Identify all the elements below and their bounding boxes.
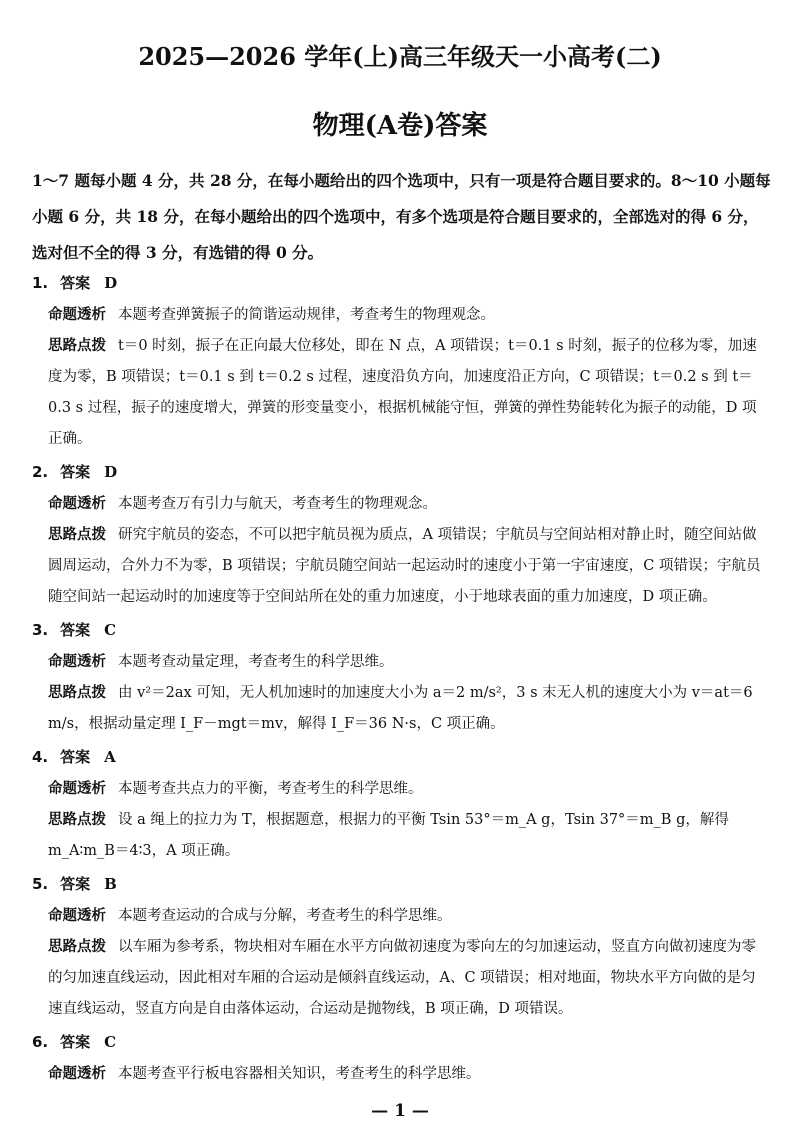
solution-row xyxy=(0,331,770,455)
answer-label: 答案 xyxy=(60,1033,91,1051)
solution-label: 思路点拨 xyxy=(48,939,106,955)
question-number: 5. xyxy=(32,875,49,893)
question-1 xyxy=(0,266,800,455)
intent-row xyxy=(0,774,770,805)
exam-title: 2025—2026 学年(上)高三年级天一小高考(二) xyxy=(138,42,662,71)
intent-label: 命题透析 xyxy=(48,654,106,670)
intent-text: 本题考查运动的合成与分解，考查考生的科学思维。 xyxy=(118,908,452,924)
question-3 xyxy=(0,613,800,740)
question-5 xyxy=(0,867,800,1025)
solution-text: t＝0 时刻，振子在正向最大位移处，即在 N 点，A 项错误；t＝0.1 s 时刻，振子的位移为零，加速度为零，B 项错误；t＝0.1 s 到 t＝0.2 s 过程，速度沿负方向，加速度沿正方向，C 项错误；t＝0.2 s 到 t＝0.3 s 过程，振子的速度增大，弹簧的形变量变小，根据机械能守恒，弹簧的弹性势能转化为振子的动能，D 项正确。 xyxy=(48,338,757,447)
answer-choice: D xyxy=(104,463,118,481)
solution-label: 思路点拨 xyxy=(48,685,106,701)
question-6 xyxy=(0,1025,800,1090)
solution-row xyxy=(0,932,770,1025)
answer-list xyxy=(0,266,800,1090)
solution-text: 由 v²＝2ax 可知，无人机加速时的加速度大小为 a＝2 m/s²，3 s 末无人机的速度大小为 v＝at＝6 m/s，根据动量定理 I_F－mgt＝mv，解得 I_F＝36 N·s，C 项正确。 xyxy=(48,685,753,732)
page-number: — 1 — xyxy=(371,1101,429,1121)
question-header xyxy=(0,867,800,901)
answer-label: 答案 xyxy=(60,748,91,766)
intent-row xyxy=(0,300,770,331)
solution-text: 设 a 绳上的拉力为 T，根据题意，根据力的平衡 Tsin 53°＝m_A g，Tsin 37°＝m_B g，解得 m_A∶m_B＝4∶3，A 项正确。 xyxy=(48,812,729,859)
solution-label: 思路点拨 xyxy=(48,812,106,828)
solution-row xyxy=(0,520,770,613)
question-number: 1. xyxy=(32,274,49,292)
intent-text: 本题考查万有引力与航天，考查考生的物理观念。 xyxy=(118,496,437,512)
intent-row xyxy=(0,901,770,932)
answer-label: 答案 xyxy=(60,463,91,481)
solution-label: 思路点拨 xyxy=(48,527,106,543)
question-header xyxy=(0,613,800,647)
intent-row xyxy=(0,1059,770,1090)
question-header xyxy=(0,266,800,300)
intent-label: 命题透析 xyxy=(48,1066,106,1082)
answer-choice: D xyxy=(104,274,118,292)
answer-label: 答案 xyxy=(60,621,91,639)
intent-text: 本题考查平行板电容器相关知识，考查考生的科学思维。 xyxy=(118,1066,481,1082)
answer-choice: A xyxy=(104,748,116,766)
intent-row xyxy=(0,647,770,678)
intent-row xyxy=(0,489,770,520)
intent-text: 本题考查弹簧振子的简谐运动规律，考查考生的物理观念。 xyxy=(118,307,495,323)
solution-text: 以车厢为参考系，物块相对车厢在水平方向做初速度为零向左的匀加速运动，竖直方向做初速度为零的匀加速直线运动，因此相对车厢的合运动是倾斜直线运动，A、C 项错误；相对地面，物块水平方向做的是匀速直线运动，竖直方向是自由落体运动，合运动是抛物线，B 项正确，D 项错误。 xyxy=(48,939,756,1017)
answer-key-subtitle: 物理(A卷)答案 xyxy=(312,111,488,141)
answer-label: 答案 xyxy=(60,875,91,893)
solution-text: 研究宇航员的姿态，不可以把宇航员视为质点，A 项错误；宇航员与空间站相对静止时，随空间站做圆周运动，合外力不为零，B 项错误；宇航员随空间站一起运动时的速度小于第一宇宙速度，C 项错误；宇航员随空间站一起运动时的加速度等于空间站所在处的重力加速度，小于地球表面的重力加速度，D 项正确。 xyxy=(48,527,761,605)
question-4 xyxy=(0,740,800,867)
solution-row xyxy=(0,805,770,867)
answer-choice: B xyxy=(104,875,117,893)
solution-label: 思路点拨 xyxy=(48,338,106,354)
question-2 xyxy=(0,455,800,613)
question-number: 3. xyxy=(32,621,49,639)
question-header xyxy=(0,740,800,774)
intent-label: 命题透析 xyxy=(48,908,106,924)
answer-choice: C xyxy=(104,1033,117,1051)
question-header xyxy=(0,1025,800,1059)
solution-row xyxy=(0,678,770,740)
question-number: 6. xyxy=(32,1033,49,1051)
question-number: 2. xyxy=(32,463,49,481)
intent-text: 本题考查动量定理，考查考生的科学思维。 xyxy=(118,654,394,670)
answer-choice: C xyxy=(104,621,117,639)
answer-label: 答案 xyxy=(60,274,91,292)
question-header xyxy=(0,455,800,489)
intent-label: 命题透析 xyxy=(48,496,106,512)
intent-label: 命题透析 xyxy=(48,781,106,797)
scoring-instructions: 1～7 题每小题 4 分，共 28 分，在每小题给出的四个选项中，只有一项是符合题目要求的。8～10 小题每小题 6 分，共 18 分，在每小题给出的四个选项中，有多个选项是符合题目要求的，全部选对的得 6 分，选对但不全的得 3 分，有选错的得 0 分。 xyxy=(32,171,771,262)
question-number: 4. xyxy=(32,748,49,766)
intent-label: 命题透析 xyxy=(48,307,106,323)
intent-text: 本题考查共点力的平衡，考查考生的科学思维。 xyxy=(118,781,423,797)
